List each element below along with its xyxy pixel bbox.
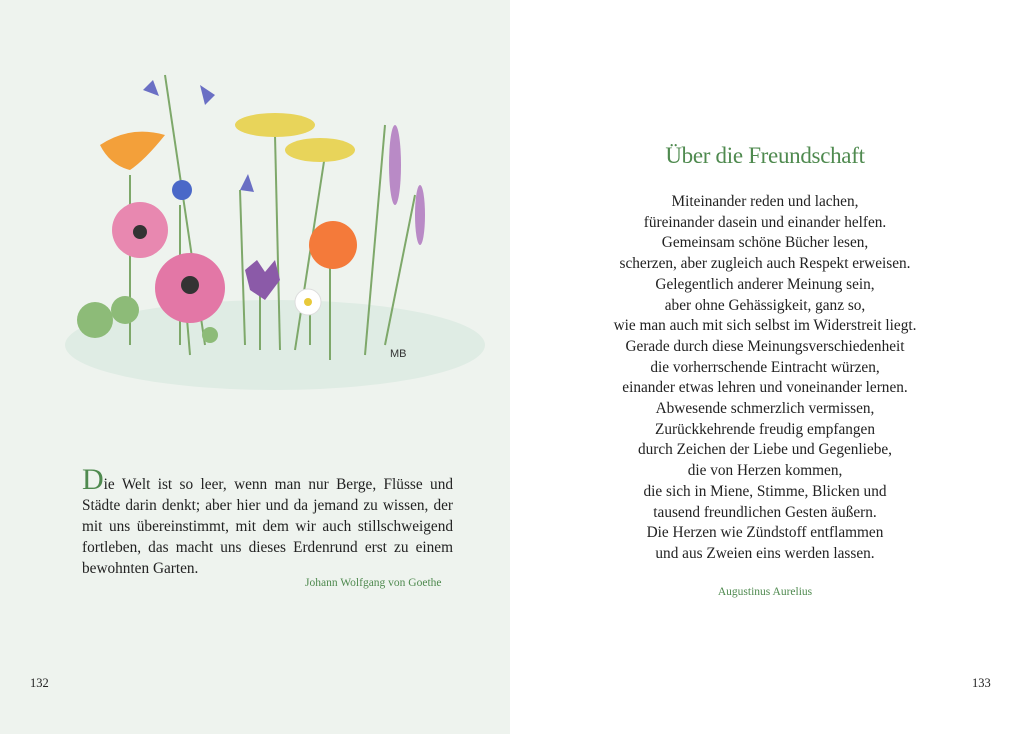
goethe-quote <box>82 463 453 579</box>
poem-title: Über die Freundschaft <box>665 143 865 168</box>
poem-line: Die Herzen wie Zündstoff entflammen <box>646 524 884 542</box>
poem-line: Zurückkehrende freudig empfangen <box>654 420 875 438</box>
poem-line: die sich in Miene, Stimme, Blicken und <box>643 482 887 500</box>
poem-line: Gemeinsam schöne Bücher lesen, <box>661 234 869 252</box>
poem-line: wie man auch mit sich selbst im Widerstreit liegt. <box>613 317 917 335</box>
illustrator-signature: MB <box>390 348 407 360</box>
page-number-left: 132 <box>30 676 49 690</box>
quote-text: ie Welt ist so leer, wenn man nur Berge, Flüsse und Städte darin denkt; aber hier und da jemand zu wissen, der mit uns übereinstimmt, mit dem wir auch stillschweigend fortleben, das macht uns dieses Erdenrund erst zu einem bewohnten Garten. <box>82 476 453 578</box>
poem-line: aber ohne Gehässigkeit, ganz so, <box>664 296 866 314</box>
poem-line: Abwesende schmerzlich vermissen, <box>655 400 875 418</box>
poem-line: scherzen, aber zugleich auch Respekt erweisen. <box>619 255 911 273</box>
poem-line: die von Herzen kommen, <box>687 462 843 480</box>
drop-cap: D <box>82 463 104 497</box>
pasqueflower-icon <box>245 260 280 300</box>
page-number-right: 133 <box>972 676 991 690</box>
poem-author: Augustinus Aurelius <box>717 586 813 598</box>
poem-line: Gelegentlich anderer Meinung sein, <box>655 275 875 293</box>
lavender-icon <box>389 125 425 245</box>
poem-line: und aus Zweien eins werden lassen. <box>655 544 875 562</box>
poem-line: die vorherrschende Eintracht würzen, <box>650 358 880 376</box>
poem-line: füreinander dasein und einander helfen. <box>643 213 887 231</box>
right-page <box>510 0 1020 734</box>
poem-line: durch Zeichen der Liebe und Gegenliebe, <box>638 441 892 459</box>
calendula-icon <box>100 132 165 170</box>
cornflower-icon <box>172 180 192 200</box>
poem-line: einander etwas lehren und voneinander lernen. <box>622 379 908 397</box>
yarrow-icon <box>235 113 355 162</box>
poem-line: Miteinander reden und lachen, <box>671 193 859 210</box>
quote-author: Johann Wolfgang von Goethe <box>305 577 442 589</box>
poem-line: Gerade durch diese Meinungsverschiedenheit <box>625 337 905 355</box>
poem <box>510 192 1020 565</box>
wildflower-illustration <box>55 45 495 405</box>
poem-line: tausend freundlichen Gesten äußern. <box>653 503 877 521</box>
orange-flower-icon <box>309 221 357 269</box>
